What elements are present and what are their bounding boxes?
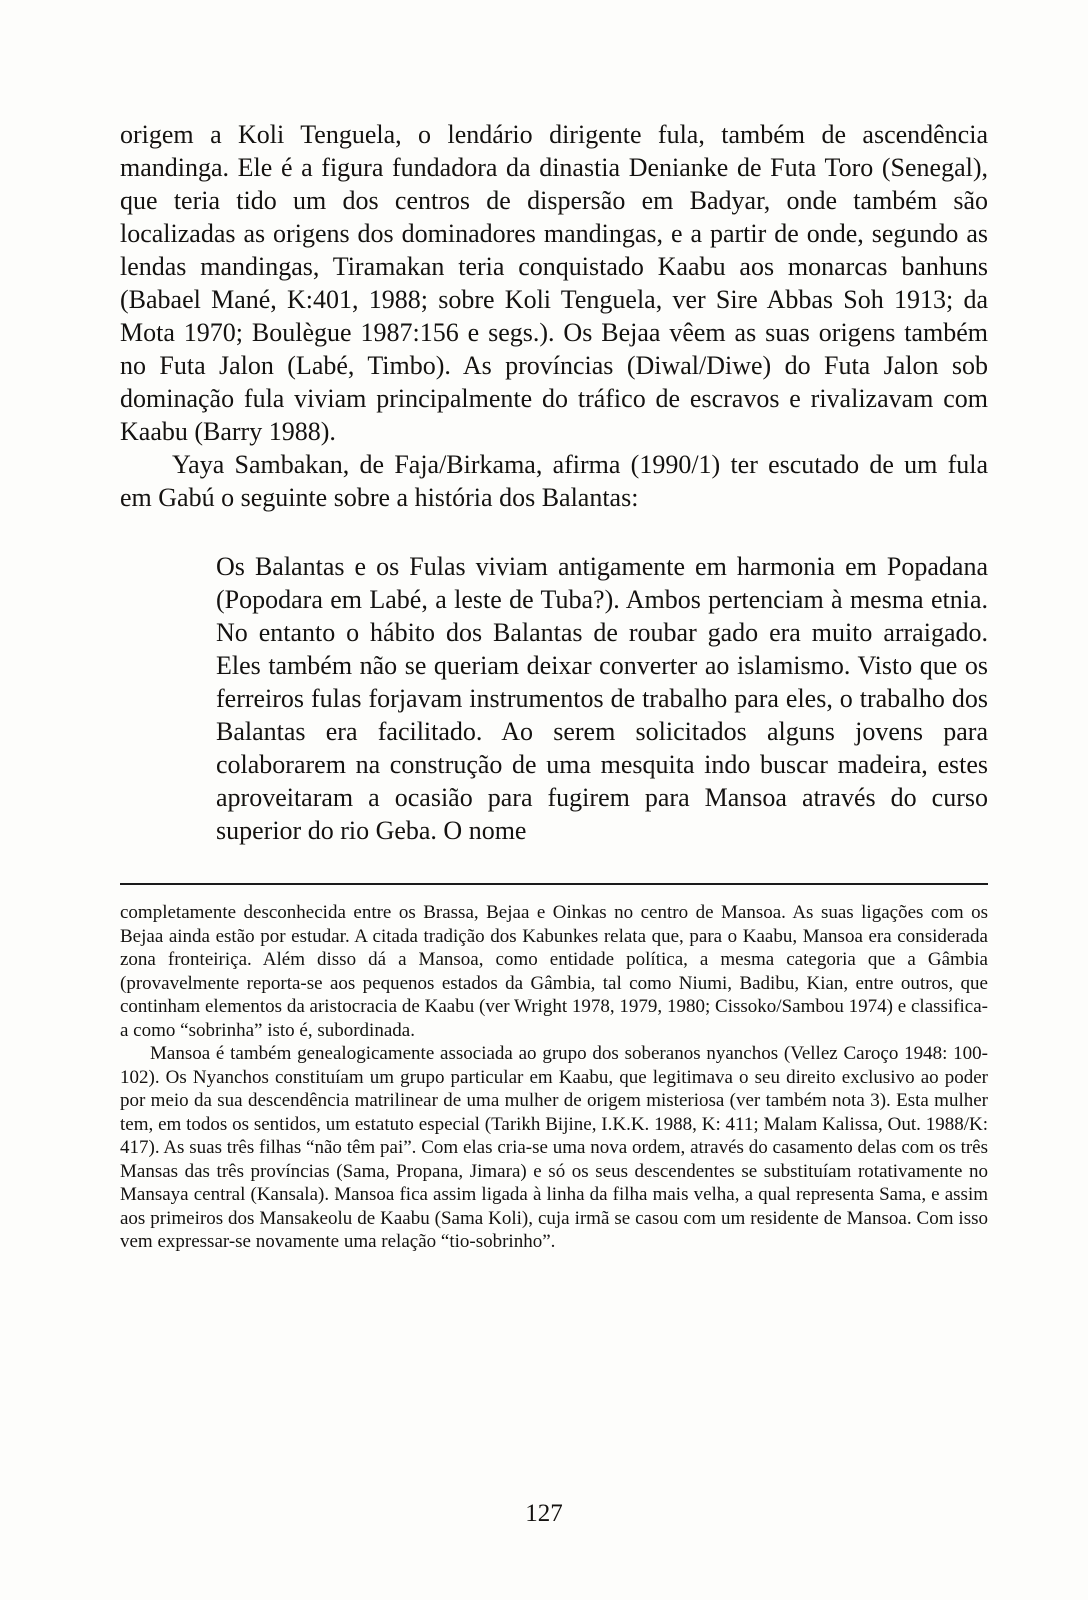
footnote-continuation: completamente desconhecida entre os Brassa, Bejaa e Oinkas no centro de Mansoa. As suas ligações com os Bejaa ainda estão por estudar. A citada tradição dos Kabunkes relata que, para o Kaabu, Mansoa era considerada zona fronteiriça. Além disso dá a Mansoa, como entidade política, a mesma categoria que a Gâmbia (provavelmente reporta-se aos pequenos estados da Gâmbia, tal como Niumi, Badibu, Kian, entre outros, que continham elementos da aristocracia de Kaabu (ver Wright 1978, 1979, 1980; Cissoko/Sambou 1974) e classifica-a como “sobrinha” isto é, subordinada. bbox=[120, 902, 988, 1041]
page-content bbox=[120, 118, 988, 1254]
block-quote: Os Balantas e os Fulas viviam antigamente em harmonia em Popadana (Popodara em Labé, a leste de Tuba?). Ambos pertenciam à mesma etnia. No entanto o hábito dos Balantas de roubar gado era muito arraigado. Eles também não se queriam deixar converter ao islamismo. Visto que os ferreiros fulas forjavam instrumentos de trabalho para eles, o trabalho dos Balantas era facilitado. Ao serem solicitados alguns jovens para colaborarem na construção de uma mesquita indo buscar madeira, estes aproveitaram a ocasião para fugirem para Mansoa através do curso superior do rio Geba. O nome bbox=[216, 552, 988, 845]
main-text-block bbox=[120, 118, 988, 514]
footnotes-block bbox=[120, 901, 988, 1254]
body-paragraph-1: origem a Koli Tenguela, o lendário dirigente fula, também de ascendência mandinga. Ele é a figura fundadora da dinastia Denianke de Futa Toro (Senegal), que teria tido um dos centros de dispersão em Badyar, onde também são localizadas as origens dos dominadores mandingas, e a partir de onde, segundo as lendas mandingas, Tiramakan teria conquistado Kaabu aos monarcas banhuns (Babael Mané, K:401, 1988; sobre Koli Tenguela, ver Sire Abbas Soh 1913; da Mota 1970; Boulègue 1987:156 e segs.). Os Bejaa vêem as suas origens também no Futa Jalon (Labé, Timbo). As províncias (Diwal/Diwe) do Futa Jalon sob dominação fula viviam principalmente do tráfico de escravos e rivalizavam com Kaabu (Barry 1988). bbox=[120, 120, 988, 446]
body-paragraph-2: Yaya Sambakan, de Faja/Birkama, afirma (1990/1) ter escutado de um fula em Gabú o seguinte sobre a história dos Balantas: bbox=[120, 450, 988, 512]
footnote-separator-rule bbox=[120, 883, 988, 885]
footnote-second: Mansoa é também genealogicamente associada ao grupo dos soberanos nyanchos (Vellez Caroço 1948: 100-102). Os Nyanchos constituíam um grupo particular em Kaabu, que legitimava o seu direito exclusivo ao poder por meio da sua descendência matrilinear de uma mulher de origem misteriosa (ver também nota 3). Esta mulher tem, em todos os sentidos, um estatuto especial (Tarikh Bijine, I.K.K. 1988, K: 411; Malam Kalissa, Out. 1988/K: 417). As suas três filhas “não têm pai”. Com elas cria-se uma nova ordem, através do casamento delas com os três Mansas das três províncias (Sama, Propana, Jimara) e só os seus descendentes se substituíam rotativamente no Mansaya central (Kansala). Mansoa fica assim ligada à linha da filha mais velha, a qual representa Sama, e assim aos primeiros dos Mansakeolu de Kaabu (Sama Koli), cuja irmã se casou com um residente de Mansoa. Com isso vem expressar-se novamente uma relação “tio-sobrinho”. bbox=[120, 1043, 988, 1252]
page-number: 127 bbox=[525, 1500, 563, 1527]
